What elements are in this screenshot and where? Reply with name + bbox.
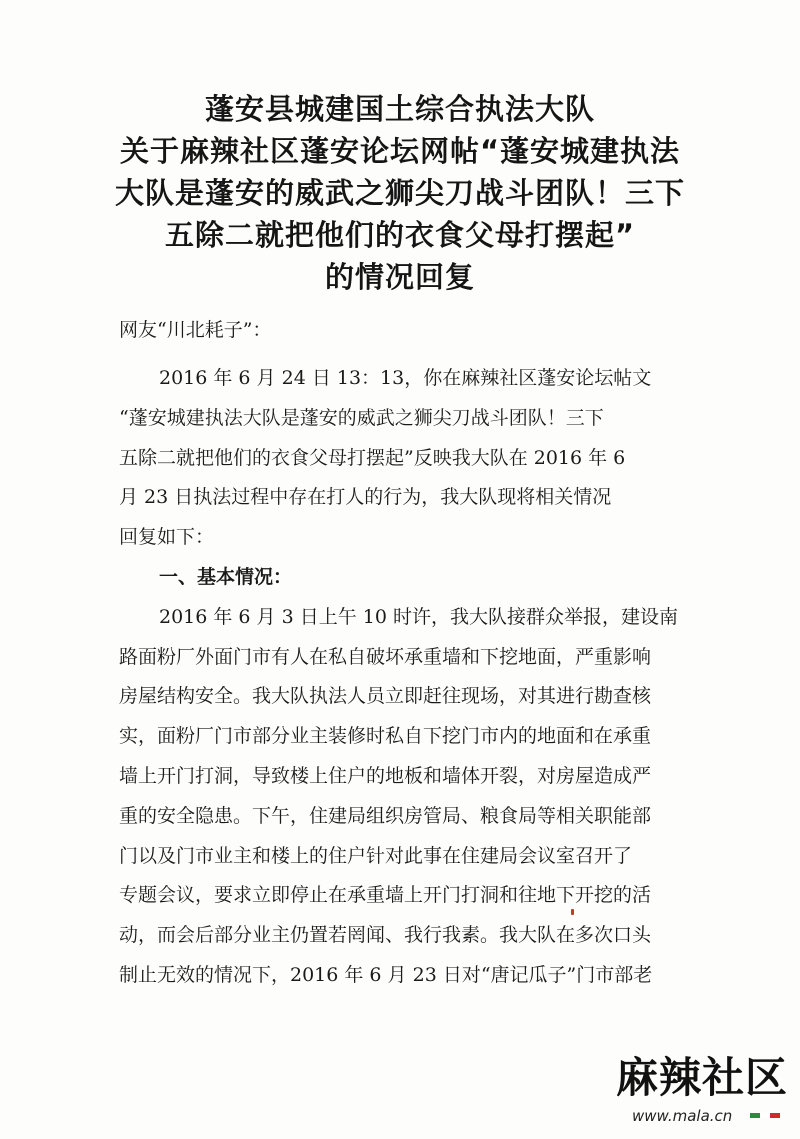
flag-stripe-green	[750, 1113, 760, 1118]
paragraph-line: 房屋结构安全。我大队执法人员立即赶往现场，对其进行勘查核	[119, 685, 652, 708]
paragraph-line: 2016 年 6 月 3 日上午 10 时许，我大队接群众举报，建设南	[159, 605, 678, 628]
title-line-3: 大队是蓬安的威武之狮尖刀战斗团队！三下	[114, 176, 685, 210]
paragraph-line: “蓬安城建执法大队是蓬安的威武之狮尖刀战斗团队！三下	[119, 406, 604, 429]
paragraph-basic-situation	[119, 598, 691, 996]
paragraph-line: 回复如下：	[119, 526, 215, 549]
document-title	[0, 88, 800, 298]
paragraph-line: 五除二就把他们的衣食父母打摆起”反映我大队在 2016 年 6	[119, 446, 626, 469]
title-line-2: 关于麻辣社区蓬安论坛网帖“蓬安城建执法	[119, 134, 681, 168]
watermark-flag-stripe	[750, 1103, 780, 1108]
flag-stripe-white	[760, 1113, 770, 1118]
paragraph-line: 动，而会后部分业主仍置若罔闻、我行我素。我大队在多次口头	[119, 924, 652, 947]
paragraph-line: 实，面粉厂门市部分业主装修时私自下挖门市内的地面和在承重	[119, 725, 652, 748]
watermark-logo-text: 麻辣社区	[616, 1053, 789, 1102]
paragraph-line: 重的安全隐患。下午，住建局组织房管局、粮食局等相关职能部	[119, 804, 652, 827]
watermark-url: www.mala.cn	[632, 1107, 733, 1125]
paragraph-reply-intro	[119, 359, 691, 558]
title-line-1: 蓬安县城建国土综合执法大队	[204, 92, 595, 126]
site-watermark	[614, 1051, 792, 1135]
paragraph-line: 制止无效的情况下，2016 年 6 月 23 日对“唐记瓜子”门市部老	[119, 963, 653, 986]
ink-speck	[571, 909, 574, 915]
paragraph-line: 专题会议，要求立即停止在承重墙上开门打洞和往地下开挖的活	[119, 884, 652, 907]
title-line-5: 的情况回复	[324, 260, 475, 294]
document-body	[119, 316, 691, 996]
flag-stripe-red	[770, 1113, 780, 1118]
salutation: 网友“川北耗子”：	[119, 319, 272, 341]
paragraph-line: 墙上开门打洞，导致楼上住户的地板和墙体开裂，对房屋造成严	[119, 764, 652, 787]
paragraph-line: 门以及门市业主和楼上的住户针对此事在住建局会议室召开了	[119, 844, 633, 867]
section-heading-basic-situation: 一、基本情况：	[159, 565, 293, 588]
paragraph-line: 2016 年 6 月 24 日 13：13，你在麻辣社区蓬安论坛帖文	[159, 367, 652, 389]
title-line-4: 五除二就把他们的衣食父母打摆起”	[164, 218, 636, 252]
paragraph-line: 月 23 日执法过程中存在打人的行为，我大队现将相关情况	[119, 486, 612, 509]
paragraph-line: 路面粉厂外面门市有人在私自破坏承重墙和下挖地面，严重影响	[119, 645, 652, 668]
